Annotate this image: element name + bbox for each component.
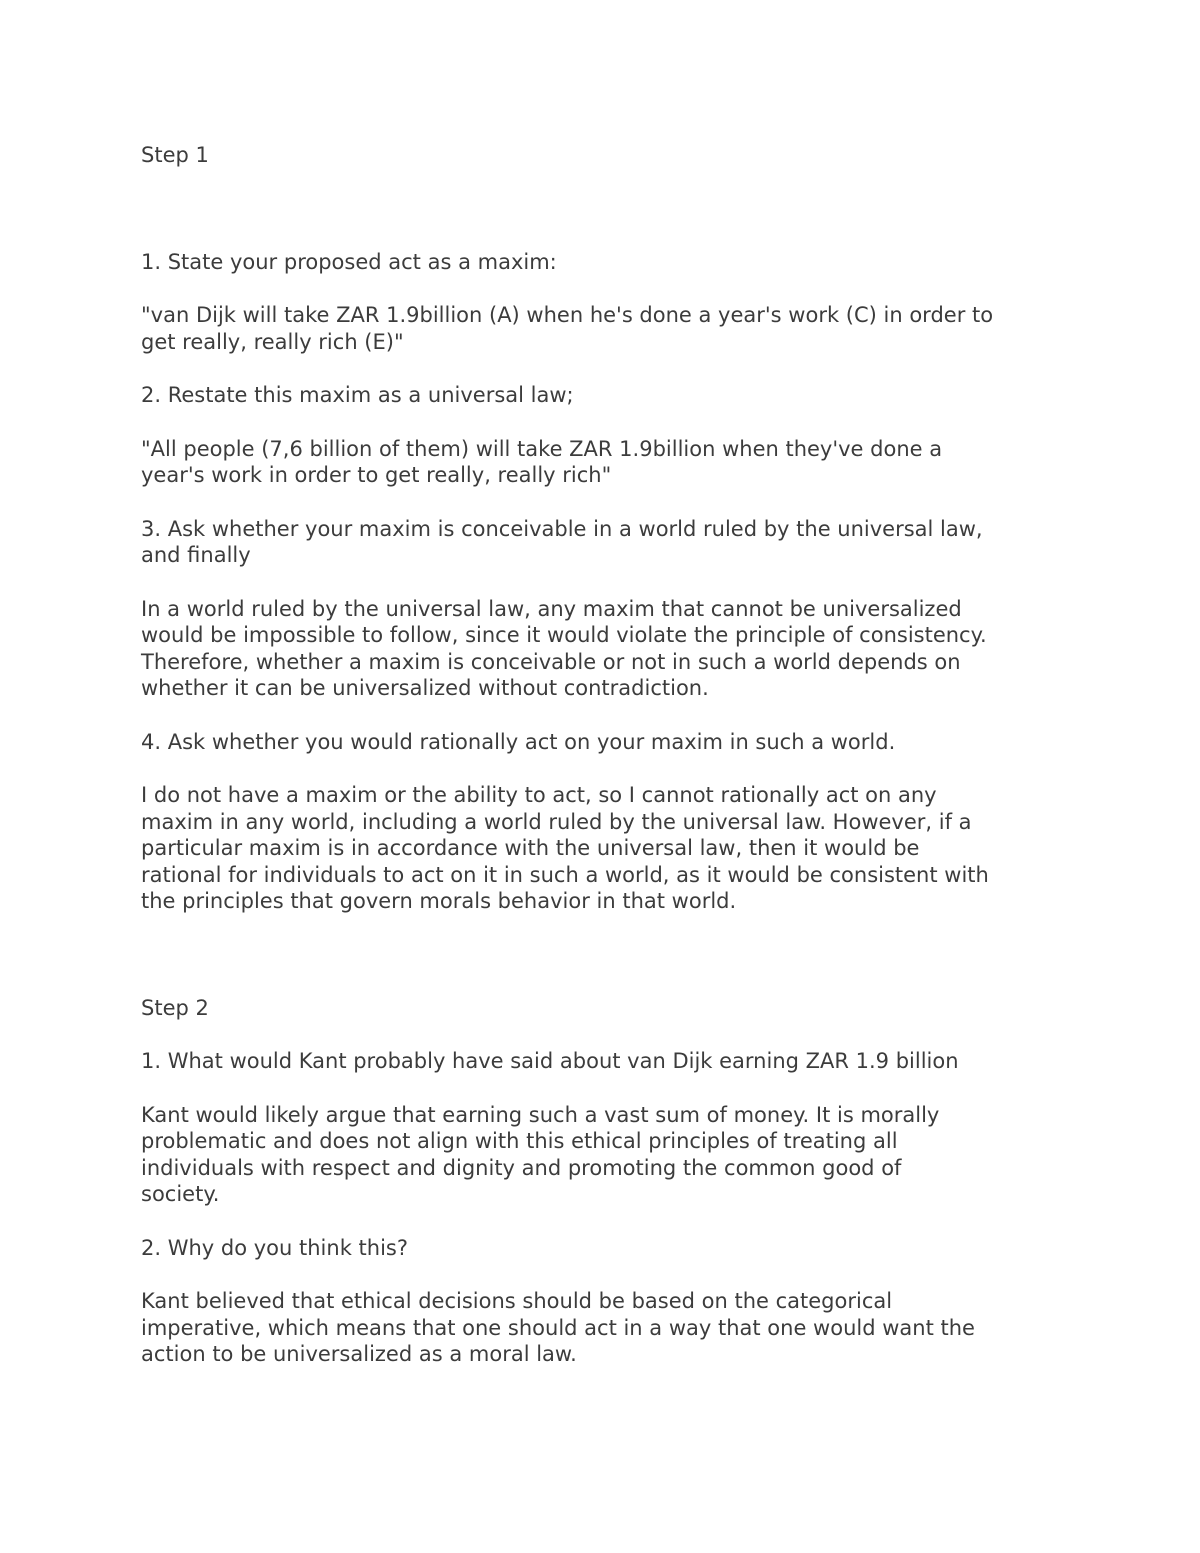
step-2-question-1: 1. What would Kant probably have said about van Dijk earning ZAR 1.9 billion — [141, 1049, 959, 1073]
text-line: Kant believed that ethical decisions should be based on the categorical — [141, 1289, 893, 1313]
text-line: maxim in any world, including a world ruled by the universal law. However, if a — [141, 809, 972, 834]
step-1-answer-2 — [141, 436, 1071, 489]
text-line: imperative, which means that one should act in a way that one would want the — [141, 1315, 975, 1340]
step-1-question-2: 2. Restate this maxim as a universal law; — [141, 383, 574, 407]
step-1-heading: Step 1 — [141, 143, 209, 167]
step-1-question-3 — [141, 516, 1071, 569]
text-line: "van Dijk will take ZAR 1.9billion (A) when he's done a year's work (C) in order to — [141, 303, 994, 327]
step-2-heading: Step 2 — [141, 995, 209, 1020]
text-line: action to be universalized as a moral law. — [141, 1342, 577, 1366]
step-1-answer-4 — [141, 782, 1071, 915]
text-line: society. — [141, 1182, 220, 1206]
spacer — [141, 915, 1071, 995]
text-line: Kant would likely argue that earning such a vast sum of money. It is morally — [141, 1102, 940, 1127]
text-line: would be impossible to follow, since it would violate the principle of consistency. — [141, 623, 987, 647]
step-2-answer-2 — [141, 1288, 1071, 1368]
spacer — [141, 169, 1071, 249]
text-line: I do not have a maxim or the ability to act, so I cannot rationally act on any — [141, 783, 937, 807]
step-2-question-2: 2. Why do you think this? — [141, 1235, 408, 1260]
document-body — [141, 142, 1071, 1395]
text-line: and finally — [141, 543, 251, 567]
step-1-question-4: 4. Ask whether you would rationally act on your maxim in such a world. — [141, 729, 896, 754]
text-line: "All people (7,6 billion of them) will take ZAR 1.9billion when they've done a — [141, 436, 943, 461]
text-line: 3. Ask whether your maxim is conceivable in a world ruled by the universal law, — [141, 516, 983, 541]
text-line: individuals with respect and dignity and promoting the common good of — [141, 1155, 902, 1180]
text-line: Therefore, whether a maxim is conceivable or not in such a world depends on — [141, 649, 961, 674]
text-line: In a world ruled by the universal law, any maxim that cannot be universalized — [141, 596, 962, 621]
text-line: problematic and does not align with this ethical principles of treating all — [141, 1129, 898, 1153]
text-line: the principles that govern morals behavior in that world. — [141, 889, 737, 913]
text-line: rational for individuals to act on it in such a world, as it would be consistent with — [141, 862, 989, 887]
text-line: get really, really rich (E)" — [141, 329, 404, 354]
step-1-answer-3 — [141, 596, 1071, 702]
text-line: particular maxim is in accordance with the universal law, then it would be — [141, 836, 920, 860]
step-1-question-1: 1. State your proposed act as a maxim: — [141, 249, 557, 274]
step-1-answer-1 — [141, 302, 1071, 355]
text-line: whether it can be universalized without contradiction. — [141, 676, 709, 700]
text-line: year's work in order to get really, really rich" — [141, 463, 612, 487]
step-2-answer-1 — [141, 1102, 1071, 1208]
